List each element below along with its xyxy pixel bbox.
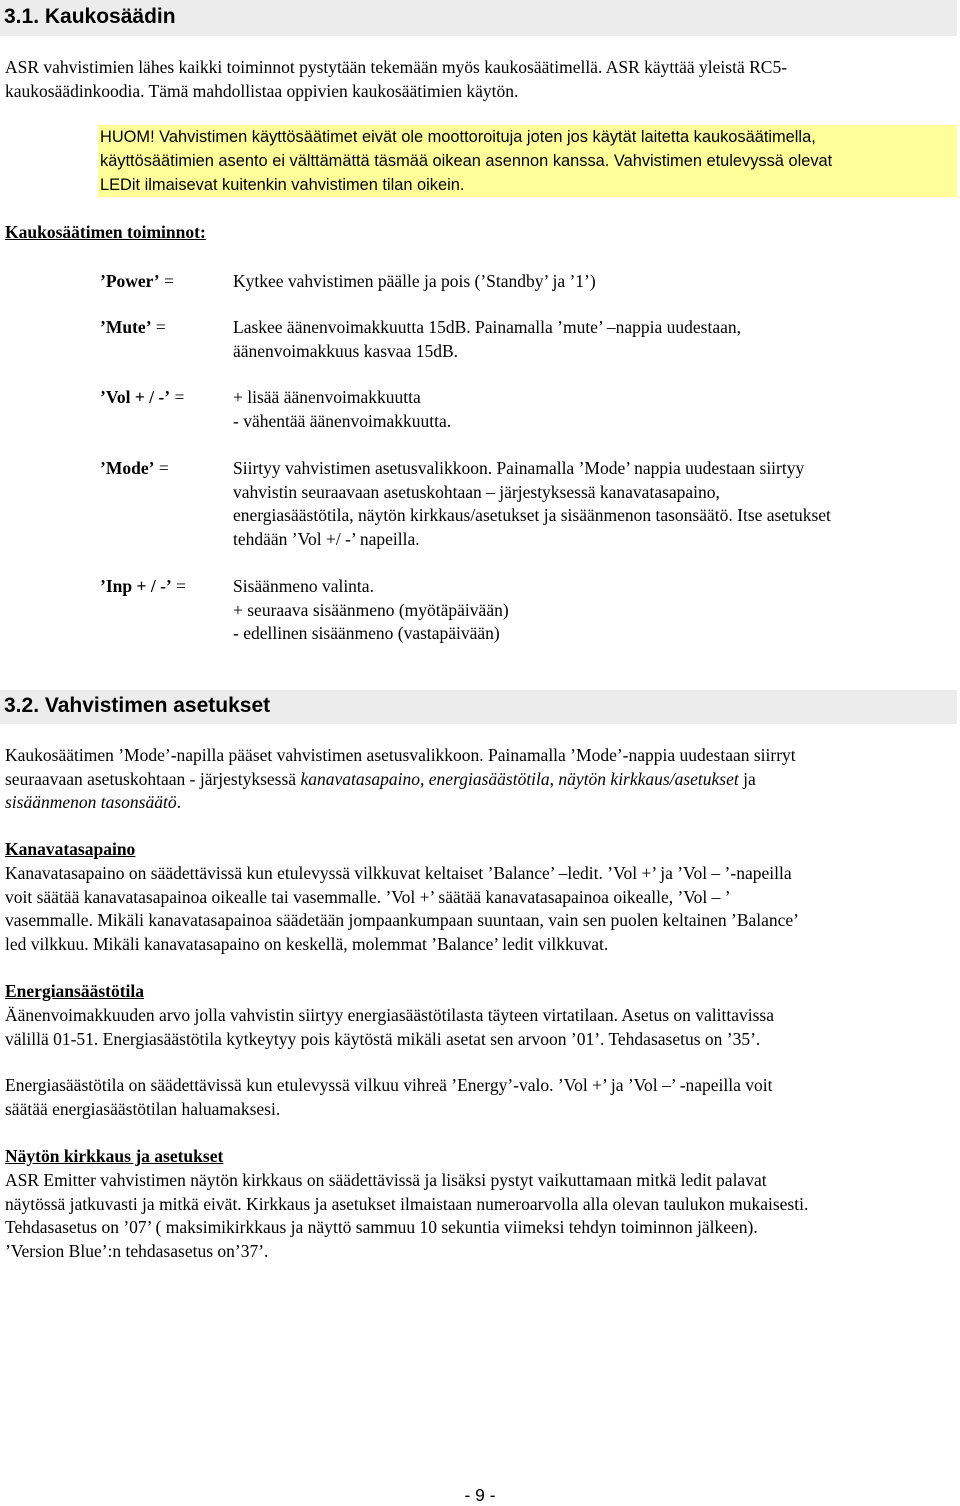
section-heading-bar [0,0,957,36]
subsection-heading-energy: Energiansäästötila [5,981,145,1001]
section-title: 3.1. Kaukosäädin [4,5,176,28]
functions-heading: Kaukosäätimen toiminnot: [5,222,206,242]
warning-note [98,125,957,197]
function-desc-mute: Laskee äänenvoimakkuutta 15dB. Painamalla ’mute’ –nappia uudestaan, äänenvoimakkuus kasvaa 15dB. [233,317,741,361]
function-label-mute: ’Mute’ = [100,317,166,337]
function-label-vol: ’Vol + / -’ = [100,387,185,407]
note-line: LEDit ilmaisevat kuitenkin vahvistimen tilan oikein. [100,176,465,194]
energy-paragraph-1: Äänenvoimakkuuden arvo jolla vahvistin siirtyy energiasäästötilasta täyteen virtatilaan. Asetus on valittavissa välillä 01-51. Energiasäästötila kytkeytyy pois käytöstä mikäli asetat sen arvoon ’01’. Tehdasasetus on ’35’. [5,1005,775,1049]
section-title: 3.2. Vahvistimen asetukset [4,694,271,717]
section-heading-bar [0,690,957,724]
intro-line: kaukosäädinkoodia. Tämä mahdollistaa oppivien kaukosäätimien käytön. [5,80,519,101]
subsection-heading-display: Näytön kirkkaus ja asetukset [5,1146,224,1166]
page-number: - 9 - [464,1485,496,1505]
note-line: HUOM! Vahvistimen käyttösäätimet eivät ole moottoroituja joten jos käytät laitetta kaukosäätimella, [100,128,816,146]
intro-line: ASR vahvistimien lähes kaikki toiminnot pystytään tekemään myös kaukosäätimellä. ASR käyttää yleistä RC5- [5,57,788,77]
subsection-heading-balance: Kanavatasapaino [5,839,136,859]
display-paragraph: ASR Emitter vahvistimen näytön kirkkaus on säädettävissä ja lisäksi pystyt vaikuttamaan mitkä ledit palavat näytössä jatkuvasti ja mitkä eivät. Kirkkaus ja asetukset ilmaistaan numeroarvolla alla olevan taulukon mukaisesti. Tehdasasetus on ’07’ ( maksimikirkkaus ja näyttö sammuu 10 sekuntia viimeksi tehdyn toiminnon jälkeen). ’Version Blue’:n tehdasasetus on’37’. [5,1170,809,1261]
settings-intro-paragraph: Kaukosäätimen ’Mode’-napilla pääset vahvistimen asetusvalikkoon. Painamalla ’Mode’-nappia uudestaan siirryt seuraavaan asetuskohtaan - järjestyksessä kanavatasapaino, energiasäästötila, näytön kirkkaus/asetukset ja sisäänmenon tasonsäätö. [5,745,796,812]
function-desc-power: Kytkee vahvistimen päälle ja pois (’Standby’ ja ’1’) [233,271,596,291]
intro-paragraph [5,56,787,103]
note-line: käyttösäätimien asento ei välttämättä täsmää oikean asennon kanssa. Vahvistimen etulevyssä olevat [100,152,833,170]
function-label-power: ’Power’ = [100,271,174,291]
energy-paragraph-2: Energiasäästötila on säädettävissä kun etulevyssä vilkuu vihreä ’Energy’-valo. ’Vol +’ ja ’Vol –’ -napeilla voit säätää energiasäästötilan haluamaksesi. [5,1075,773,1119]
function-label-inp: ’Inp + / -’ = [100,576,186,596]
function-desc-vol: + lisää äänenvoimakkuutta - vähentää äänenvoimakkuutta. [233,387,452,431]
function-desc-mode: Siirtyy vahvistimen asetusvalikkoon. Painamalla ’Mode’ nappia uudestaan siirtyy vahvistin seuraavaan asetuskohtaan – järjestyksessä kanavatasapaino, energiasäästötila, näytön kirkkaus/asetukset ja sisäänmenon tasonsäätö. Itse asetukset tehdään ’Vol +/ -’ napeilla. [233,458,831,549]
function-label-mode: ’Mode’ = [100,458,169,478]
function-desc-inp: Sisäänmeno valinta. + seuraava sisäänmeno (myötäpäivään) - edellinen sisäänmeno (vastapäivään) [233,576,509,643]
balance-paragraph: Kanavatasapaino on säädettävissä kun etulevyssä vilkkuvat keltaiset ’Balance’ –ledit. ’Vol +’ ja ’Vol – ’-napeilla voit säätää kanavatasapainoa oikealle tai vasemmalle. ’Vol +’ säätää kanavatasapainoa oikealle, ’Vol – ’ vasemmalle. Mikäli kanavatasapainoa säädetään jompaankumpaan suuntaan, vain sen puolen keltainen ’Balance’ led vilkkuu. Mikäli kanavatasapaino on keskellä, molemmat ’Balance’ ledit vilkkuvat. [5,863,800,954]
